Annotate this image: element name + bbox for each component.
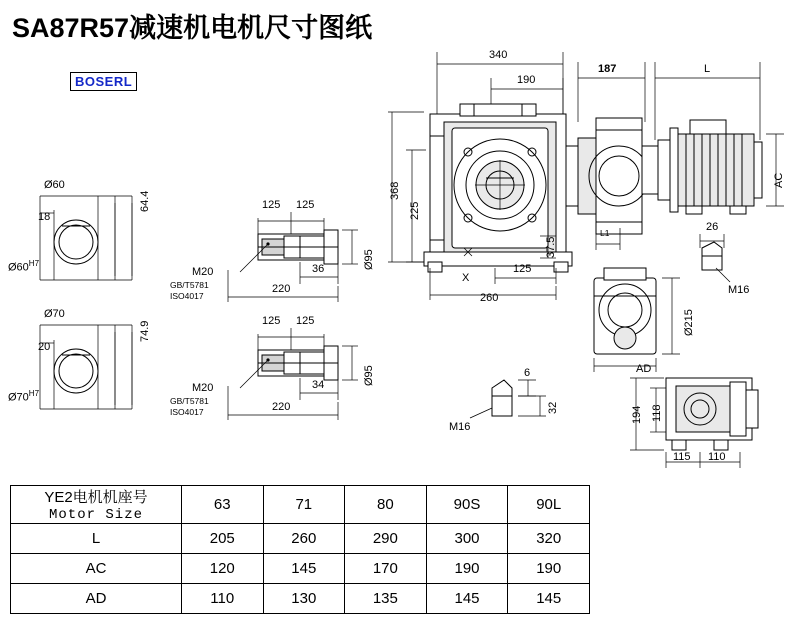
shaft-60-key-width: 18 bbox=[38, 211, 51, 223]
cell: 170 bbox=[345, 554, 427, 584]
cell: 205 bbox=[181, 524, 263, 554]
hollow1-standard-1: GB/T5781 bbox=[170, 280, 209, 290]
table-row bbox=[11, 554, 590, 584]
shaft-70-bore: $Ø70^{H7}$ bbox=[8, 389, 40, 404]
table-header-row bbox=[11, 486, 590, 524]
foot-plan-view bbox=[630, 378, 758, 468]
hollow1-dim-right: 125 bbox=[296, 199, 315, 211]
key-detail2-dim-32: 32 bbox=[547, 401, 559, 414]
table-row bbox=[11, 584, 590, 614]
cell: 145 bbox=[263, 554, 345, 584]
flange-ad-label: AD bbox=[636, 363, 652, 375]
main-dim-368: 368 bbox=[389, 181, 401, 200]
page-title: SA87R57减速机电机尺寸图纸 bbox=[12, 13, 373, 43]
flange-diameter: Ø215 bbox=[683, 309, 695, 336]
key-detail-bolt-m16: M16 bbox=[728, 284, 750, 296]
main-dim-225: 225 bbox=[409, 201, 421, 220]
cell: 190 bbox=[426, 554, 508, 584]
cell: 290 bbox=[345, 524, 427, 554]
main-dim-L1: L1 bbox=[600, 228, 610, 238]
table-header-size: 63 bbox=[181, 486, 263, 524]
key-detail-upper bbox=[700, 234, 730, 282]
hollow2-dim-right: 125 bbox=[296, 315, 315, 327]
shaft-70-height: 74.9 bbox=[139, 320, 151, 342]
main-dim-AC: AC bbox=[773, 172, 785, 188]
hollow1-inner-len: 36 bbox=[312, 263, 325, 275]
cell: 145 bbox=[426, 584, 508, 614]
row-label: L bbox=[11, 524, 182, 554]
table-row bbox=[11, 524, 590, 554]
cell: 120 bbox=[181, 554, 263, 584]
hollow2-standard-1: GB/T5781 bbox=[170, 396, 209, 406]
hollow2-total-len: 220 bbox=[272, 401, 291, 413]
flange-detail-view bbox=[594, 268, 680, 372]
cell: 260 bbox=[263, 524, 345, 554]
hollow-shaft-view-2 bbox=[228, 328, 358, 420]
hollow1-bolt: M20 bbox=[192, 266, 214, 278]
table-header-label-cn: YE2电机机座号 bbox=[44, 489, 148, 506]
main-dim-37-5: 37.5 bbox=[545, 236, 557, 258]
key-detail2-bolt-m16: M16 bbox=[449, 421, 471, 433]
shaft-view-60 bbox=[40, 196, 132, 280]
shaft-60-height: 64.4 bbox=[139, 190, 151, 212]
cell: 135 bbox=[345, 584, 427, 614]
main-dim-L: L bbox=[704, 63, 711, 75]
shaft-60-diameter: Ø60 bbox=[44, 179, 65, 191]
cell: 190 bbox=[508, 554, 590, 584]
foot-dim-118: 118 bbox=[651, 404, 663, 422]
hollow2-outer-dia: Ø95 bbox=[363, 365, 375, 386]
hollow2-inner-len: 34 bbox=[312, 379, 325, 391]
row-label: AC bbox=[11, 554, 182, 584]
table-header-size: 80 bbox=[345, 486, 427, 524]
main-dim-260: 260 bbox=[480, 292, 499, 304]
row-label: AD bbox=[11, 584, 182, 614]
hollow1-total-len: 220 bbox=[272, 283, 291, 295]
brand-logo: BOSERL bbox=[70, 72, 137, 91]
motor-size-table bbox=[10, 485, 590, 614]
table-header-size: 90S bbox=[426, 486, 508, 524]
hollow1-standard-2: ISO4017 bbox=[170, 291, 204, 301]
table-header-size: 90L bbox=[508, 486, 590, 524]
shaft-70-diameter: Ø70 bbox=[44, 308, 65, 320]
shaft-60-bore: $Ø60^{H7}$ bbox=[8, 259, 40, 274]
hollow2-bolt: M20 bbox=[192, 382, 214, 394]
main-dim-190: 190 bbox=[517, 74, 536, 86]
hollow1-dim-left: 125 bbox=[262, 199, 281, 211]
cell: 300 bbox=[426, 524, 508, 554]
foot-dim-194: 194 bbox=[631, 405, 643, 424]
table-header-label bbox=[11, 486, 182, 524]
cell: 130 bbox=[263, 584, 345, 614]
hollow1-outer-dia: Ø95 bbox=[363, 249, 375, 270]
key-detail2-dim-6: 6 bbox=[524, 367, 531, 379]
cell: 110 bbox=[181, 584, 263, 614]
shaft-view-70 bbox=[40, 325, 132, 409]
main-dim-187: 187 bbox=[598, 63, 617, 75]
key-detail-lower bbox=[470, 380, 546, 418]
key-detail-dim-26: 26 bbox=[706, 221, 719, 233]
foot-dim-115: 115 bbox=[673, 451, 691, 463]
main-mark-X: X bbox=[462, 272, 470, 284]
cell: 320 bbox=[508, 524, 590, 554]
shaft-70-key-width: 20 bbox=[38, 341, 51, 353]
cell: 145 bbox=[508, 584, 590, 614]
main-assembly-view bbox=[388, 49, 784, 300]
hollow2-standard-2: ISO4017 bbox=[170, 407, 204, 417]
table-header-label-en: Motor Size bbox=[48, 507, 143, 523]
main-dim-125: 125 bbox=[513, 263, 532, 275]
hollow-shaft-view-1 bbox=[228, 212, 358, 302]
main-dim-340: 340 bbox=[489, 49, 508, 61]
table-header-size: 71 bbox=[263, 486, 345, 524]
hollow2-dim-left: 125 bbox=[262, 315, 281, 327]
foot-dim-110: 110 bbox=[708, 451, 726, 463]
